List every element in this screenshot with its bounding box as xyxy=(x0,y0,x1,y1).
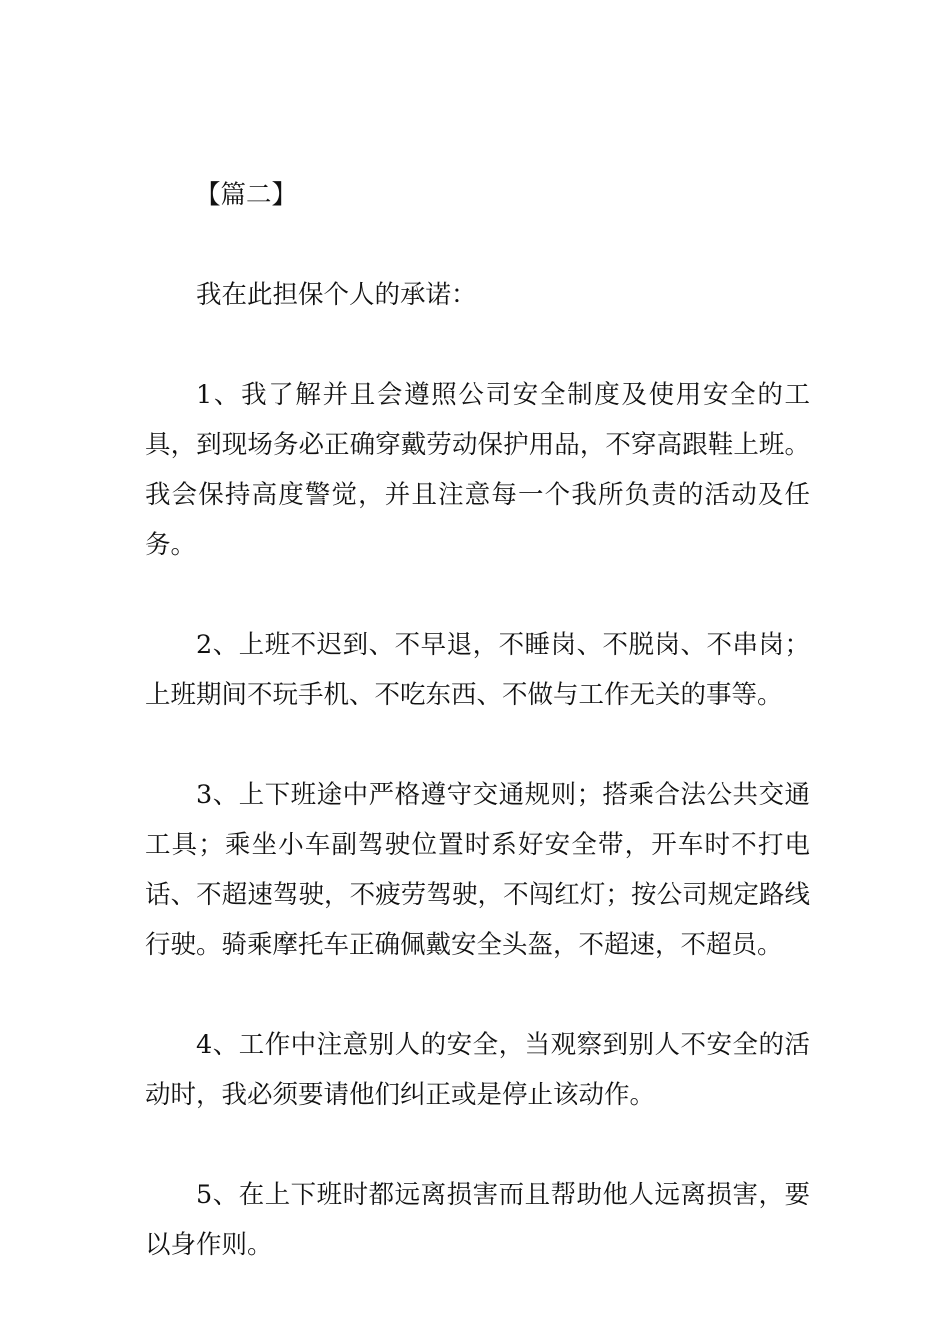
paragraph-1: 1、我了解并且会遵照公司安全制度及使用安全的工具，到现场务必正确穿戴劳动保护用品，不穿高跟鞋上班。我会保持高度警觉，并且注意每一个我所负责的活动及任务。 xyxy=(145,380,810,560)
paragraph-5: 5、在上下班时都远离损害而且帮助他人远离损害，要以身作则。 xyxy=(145,1180,810,1260)
intro-paragraph: 我在此担保个人的承诺： xyxy=(196,280,477,310)
document-body xyxy=(145,170,810,1320)
paragraph-2: 2、上班不迟到、不早退，不睡岗、不脱岗、不串岗；上班期间不玩手机、不吃东西、不做与工作无关的事等。 xyxy=(145,630,810,710)
paragraph-3: 3、上下班途中严格遵守交通规则；搭乘合法公共交通工具；乘坐小车副驾驶位置时系好安全带，开车时不打电话、不超速驾驶，不疲劳驾驶，不闯红灯；按公司规定路线行驶。骑乘摩托车正确佩戴安全头盔，不超速，不超员。 xyxy=(145,780,810,960)
paragraph-4: 4、工作中注意别人的安全，当观察到别人不安全的活动时，我必须要请他们纠正或是停止该动作。 xyxy=(145,1030,810,1110)
section-heading: 【篇二】 xyxy=(195,180,298,210)
